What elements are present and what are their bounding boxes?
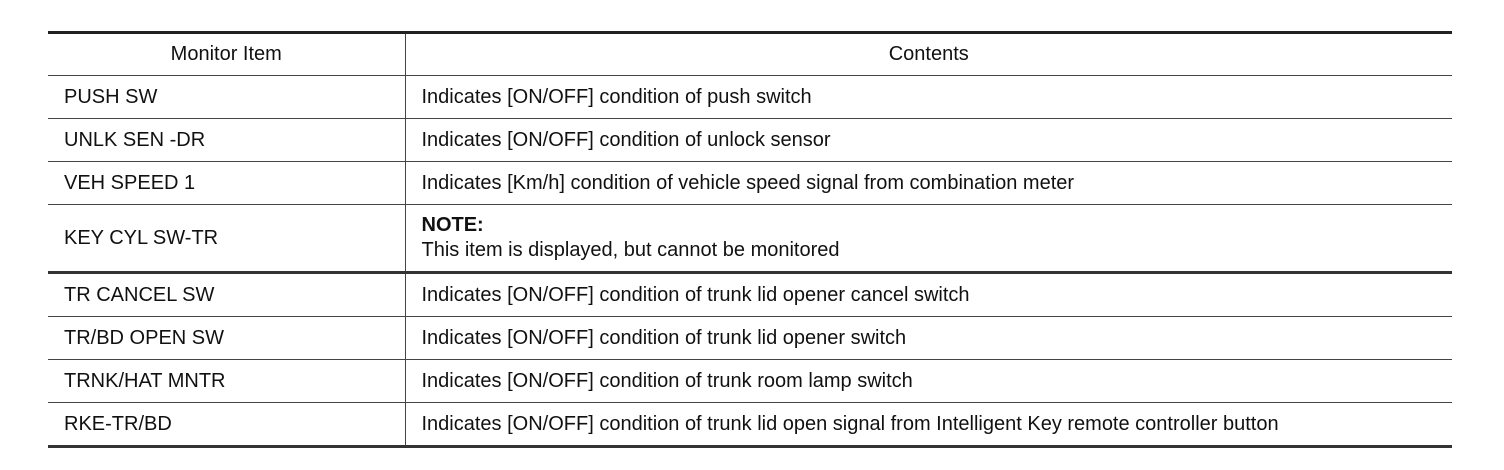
cell-contents: Indicates [ON/OFF] condition of trunk lid open signal from Intelligent Key remote controller button bbox=[405, 403, 1452, 447]
column-header-contents: Contents bbox=[405, 33, 1452, 76]
cell-contents: Indicates [ON/OFF] condition of trunk lid opener cancel switch bbox=[405, 273, 1452, 317]
cell-contents: Indicates [ON/OFF] condition of trunk room lamp switch bbox=[405, 360, 1452, 403]
cell-contents: Indicates [ON/OFF] condition of trunk lid opener switch bbox=[405, 317, 1452, 360]
monitor-item-table bbox=[48, 31, 1452, 448]
cell-monitor-item: KEY CYL SW-TR bbox=[48, 205, 405, 273]
cell-monitor-item: UNLK SEN -DR bbox=[48, 119, 405, 162]
table-row bbox=[48, 162, 1452, 205]
cell-monitor-item: TRNK/HAT MNTR bbox=[48, 360, 405, 403]
table-row bbox=[48, 403, 1452, 447]
cell-monitor-item: TR/BD OPEN SW bbox=[48, 317, 405, 360]
cell-monitor-item: PUSH SW bbox=[48, 76, 405, 119]
table-row bbox=[48, 205, 1452, 273]
table-row bbox=[48, 273, 1452, 317]
table-row bbox=[48, 360, 1452, 403]
cell-contents: Indicates [ON/OFF] condition of unlock sensor bbox=[405, 119, 1452, 162]
table-row bbox=[48, 317, 1452, 360]
table-header-row bbox=[48, 33, 1452, 76]
table-row bbox=[48, 76, 1452, 119]
cell-monitor-item: TR CANCEL SW bbox=[48, 273, 405, 317]
cell-monitor-item: RKE-TR/BD bbox=[48, 403, 405, 447]
cell-contents: Indicates [ON/OFF] condition of push switch bbox=[405, 76, 1452, 119]
note-text: This item is displayed, but cannot be monitored bbox=[421, 239, 840, 261]
note-label: NOTE: bbox=[421, 214, 484, 236]
column-header-monitor-item: Monitor Item bbox=[48, 33, 405, 76]
cell-contents: Indicates [Km/h] condition of vehicle speed signal from combination meter bbox=[405, 162, 1452, 205]
table-row bbox=[48, 119, 1452, 162]
cell-monitor-item: VEH SPEED 1 bbox=[48, 162, 405, 205]
cell-contents bbox=[405, 205, 1452, 273]
